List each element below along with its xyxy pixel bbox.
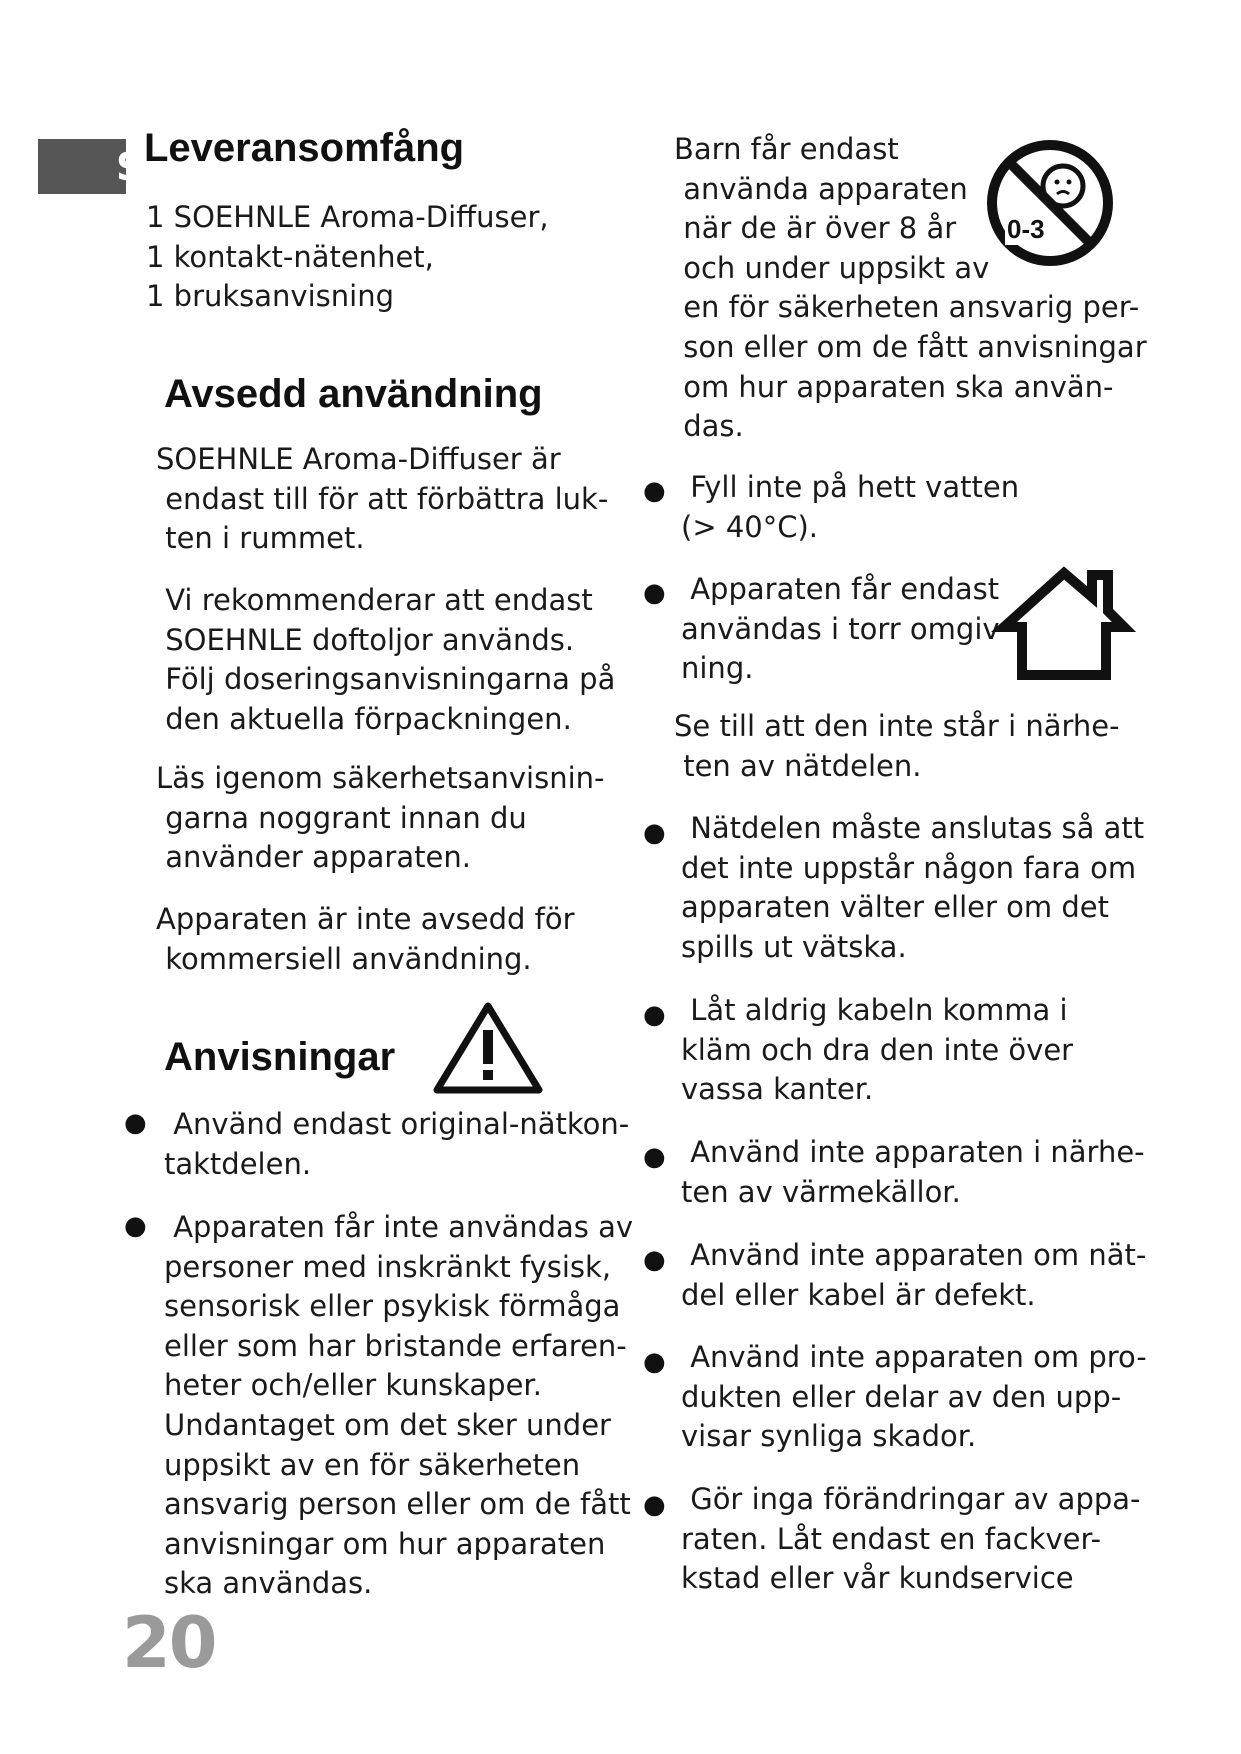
bullet-marker: ● [643,1347,666,1377]
placement-paragraph: Se till att den inte står i närhe- ten av nätdelen. [674,709,1120,783]
bullet-text: Nätdelen måste anslutas så att det inte uppstår någon fara om apparaten välter eller om det spills ut vätska. [681,811,1145,964]
scope-item: 1 bruksanvisning [146,279,394,313]
bullet-text: Apparaten får endast användas i torr omgiv- ning. [681,572,1010,686]
bullet-marker: ● [643,818,666,848]
language-tab-label: S [116,145,144,189]
bullet-text: Använd inte apparaten om pro- dukten eller delar av den upp- visar synliga skador. [681,1340,1147,1454]
bullet-marker: ● [643,1142,666,1172]
bullet-text: Använd inte apparaten i närhe- ten av värmekällor. [681,1135,1145,1209]
bullet-marker: ● [124,1108,147,1138]
bullet-text: Apparaten får inte användas av personer med inskränkt fysisk, sensorisk eller psykisk förmåga eller som har bristande erfaren- heter och/eller kunskaper. Undantaget om det sker under uppsikt av en för säkerheten ansvarig person eller om de fått anvisningar om hur apparaten ska användas. [164,1210,634,1601]
language-tab [38,139,144,194]
scope-item: 1 SOEHNLE Aroma-Diffuser, [146,200,549,234]
bullet-text: Fyll inte på hett vatten (> 40°C). [681,470,1020,544]
bullet-text: Gör inga förändringar av appa- raten. Låt endast en fackver- kstad eller vår kundservice [681,1482,1141,1596]
bullet-marker: ● [124,1211,147,1241]
recommendation-paragraph: Vi rekommenderar att endast SOEHNLE doftoljor används. Följ doseringsanvisningarna på den aktuella förpackningen. [165,583,616,736]
bullet-marker: ● [643,476,666,506]
notes-title: Anvisningar [164,1035,396,1079]
bullet-text: Använd inte apparaten om nät- del eller kabel är defekt. [681,1238,1147,1312]
bullet-text: Låt aldrig kabeln komma i kläm och dra den inte över vassa kanter. [681,993,1074,1107]
warning-icon [432,1000,544,1096]
page-number: 20 [122,1602,216,1684]
bullet-marker: ● [643,578,666,608]
scope-item: 1 kontakt-nätenhet, [146,240,434,274]
intended-use-title: Avsedd användning [164,372,543,416]
no-children-icon [985,138,1115,268]
scope-title: Leveransomfång [144,126,465,170]
safety-read-paragraph: Läs igenom säkerhetsanvisnin- garna noggrant innan du använder apparaten. [156,761,605,875]
age-label: 0-3 [1007,214,1045,244]
intended-use-paragraph: SOEHNLE Aroma-Diffuser är endast till för att förbättra luk- ten i rummet. [156,442,609,556]
bullet-marker: ● [643,1000,666,1030]
bullet-marker: ● [643,1490,666,1520]
children-paragraph: Barn får endast använda apparaten när de är över 8 år och under uppsikt av en för säkerheten ansvarig per- son eller om de fått anvisningar om hur apparaten ska använ- das. [674,132,1147,444]
bullet-text: Använd endast original-nätkon- taktdelen. [164,1107,630,1181]
bullet-marker: ● [643,1245,666,1275]
dry-room-house-icon [1000,565,1128,683]
commercial-use-paragraph: Apparaten är inte avsedd för kommersiell användning. [156,902,575,976]
